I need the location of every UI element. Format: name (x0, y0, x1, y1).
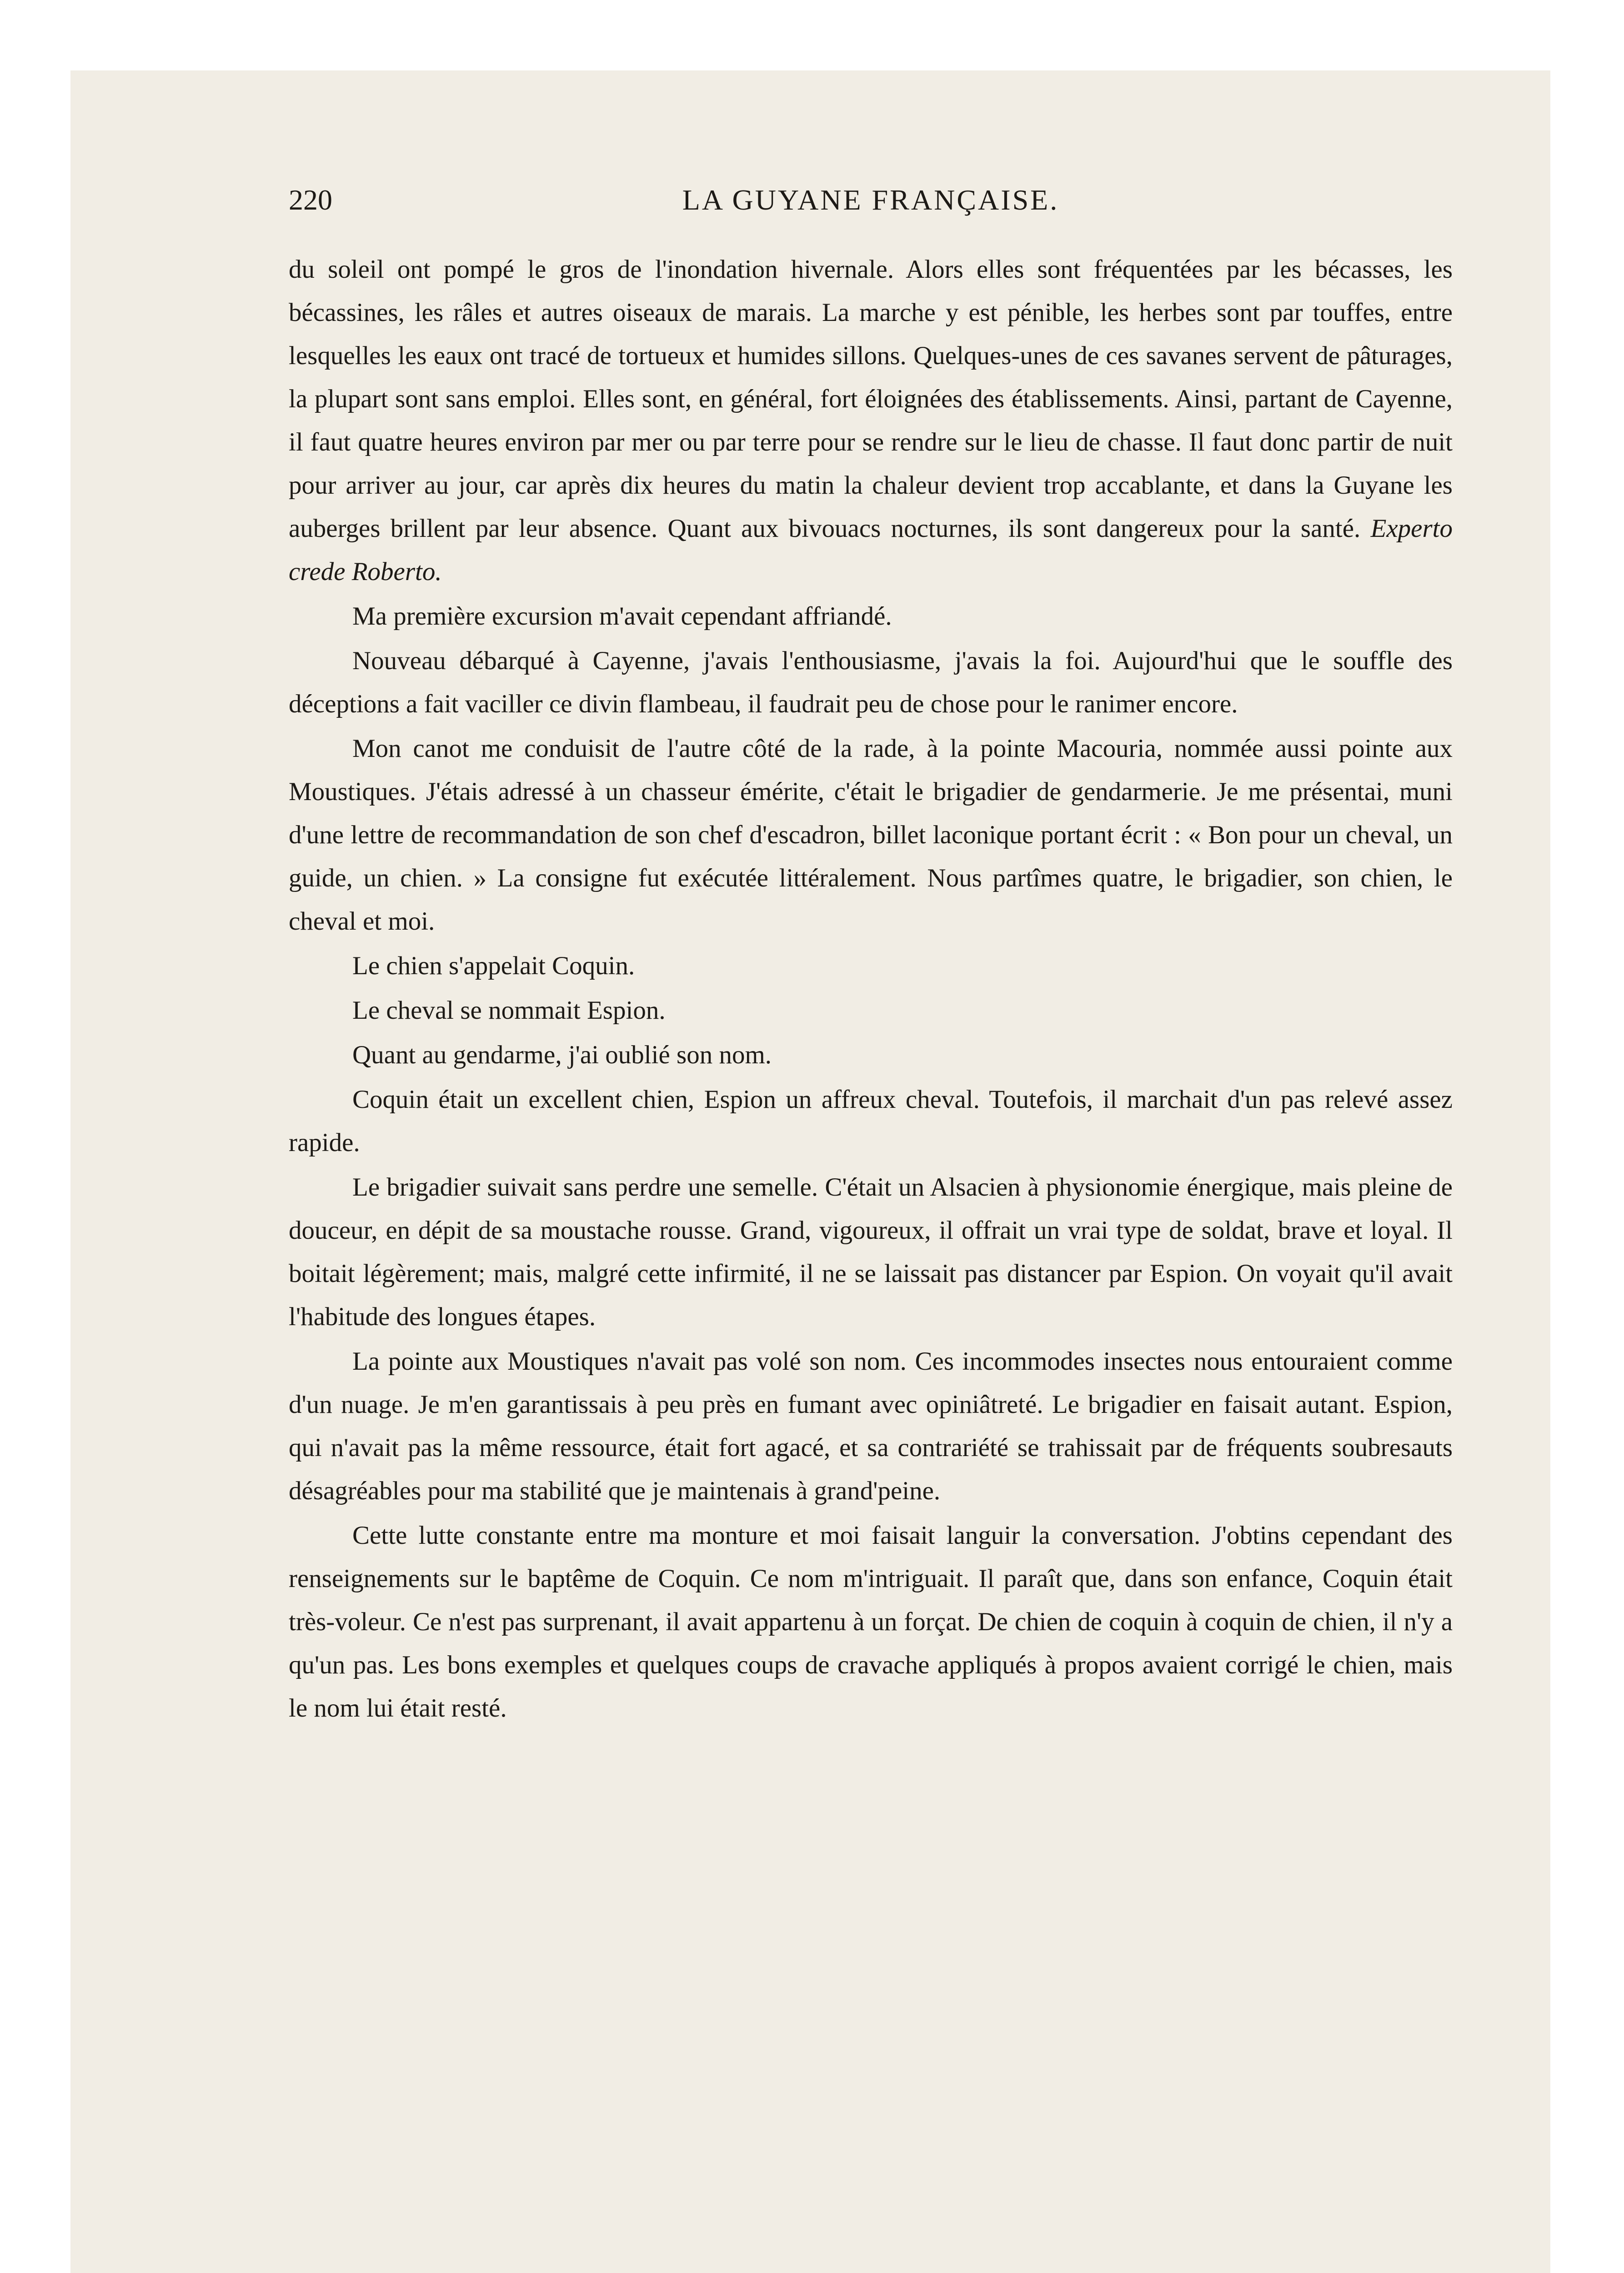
paragraph-11: Cette lutte constante entre ma monture et moi faisait languir la conversation. J'obtins cependant des renseignements sur le baptême de Coquin. Ce nom m'intriguait. Il paraît que, dans son enfance, Coquin était très-voleur. Ce n'est pas surprenant, il avait appartenu à un forçat. De chien de coquin à coquin de chien, il n'y a qu'un pas. Les bons exemples et quelques coups de cravache appliqués à propos avaient corrigé le chien, mais le nom lui était resté. (289, 1521, 1453, 1722)
page-number: 220 (289, 184, 332, 216)
paragraph-2: Ma première excursion m'avait cependant affriandé. (352, 602, 892, 631)
paragraph-1 (289, 248, 1453, 593)
paragraph-10: La pointe aux Moustiques n'avait pas volé son nom. Ces incommodes insectes nous entouraient comme d'un nuage. Je m'en garantissais à peu près en fumant avec opiniâtreté. Le brigadier en faisait autant. Espion, qui n'avait pas la même ressource, était fort agacé, et sa contrariété se trahissait par de fréquents soubresauts désagréables pour ma stabilité que je maintenais à grand'peine. (289, 1347, 1453, 1505)
latin-quote: Experto crede Roberto. (289, 514, 1453, 586)
text-body (289, 248, 1453, 1731)
paragraph-6: Le cheval se nommait Espion. (352, 996, 666, 1025)
paragraph-9: Le brigadier suivait sans perdre une semelle. C'était un Alsacien à physionomie énergique, mais pleine de douceur, en dépit de sa moustache rousse. Grand, vigoureux, il offrait un vrai type de soldat, brave et loyal. Il boitait légèrement; mais, malgré cette infirmité, il ne se laissait pas distancer par Espion. On voyait qu'il avait l'habitude des longues étapes. (289, 1173, 1453, 1331)
paragraph-text: du soleil ont pompé le gros de l'inondation hivernale. Alors elles sont fréquentées par les bécasses, les bécassines, les râles et autres oiseaux de marais. La marche y est pénible, les herbes sont par touffes, entre lesquelles les eaux ont tracé de tortueux et humides sillons. Quelques-unes de ces savanes servent de pâturages, la plupart sont sans emploi. Elles sont, en général, fort éloignées des établissements. Ainsi, partant de Cayenne, il faut quatre heures environ par mer ou par terre pour se rendre sur le lieu de chasse. Il faut donc partir de nuit pour arriver au jour, car après dix heures du matin la chaleur devient trop accablante, et dans la Guyane les auberges brillent par leur absence. Quant aux bivouacs nocturnes, ils sont dangereux pour la santé. (289, 255, 1453, 543)
running-title: LA GUYANE FRANÇAISE. (682, 184, 1059, 216)
paragraph-3: Nouveau débarqué à Cayenne, j'avais l'enthousiasme, j'avais la foi. Aujourd'hui que le souffle des déceptions a fait vaciller ce divin flambeau, il faudrait peu de chose pour le ranimer encore. (289, 646, 1453, 718)
page-header (289, 182, 1453, 218)
paragraph-5: Le chien s'appelait Coquin. (352, 951, 635, 980)
paragraph-8: Coquin était un excellent chien, Espion un affreux cheval. Toutefois, il marchait d'un pas relevé assez rapide. (289, 1085, 1453, 1157)
paragraph-7: Quant au gendarme, j'ai oublié son nom. (352, 1041, 772, 1069)
paragraph-4: Mon canot me conduisit de l'autre côté de la rade, à la pointe Macouria, nommée aussi pointe aux Moustiques. J'étais adressé à un chasseur émérite, c'était le brigadier de gendarmerie. Je me présentai, muni d'une lettre de recommandation de son chef d'escadron, billet laconique portant écrit : « Bon pour un cheval, un guide, un chien. » La consigne fut exécutée littéralement. Nous partîmes quatre, le brigadier, son chien, le cheval et moi. (289, 734, 1453, 936)
